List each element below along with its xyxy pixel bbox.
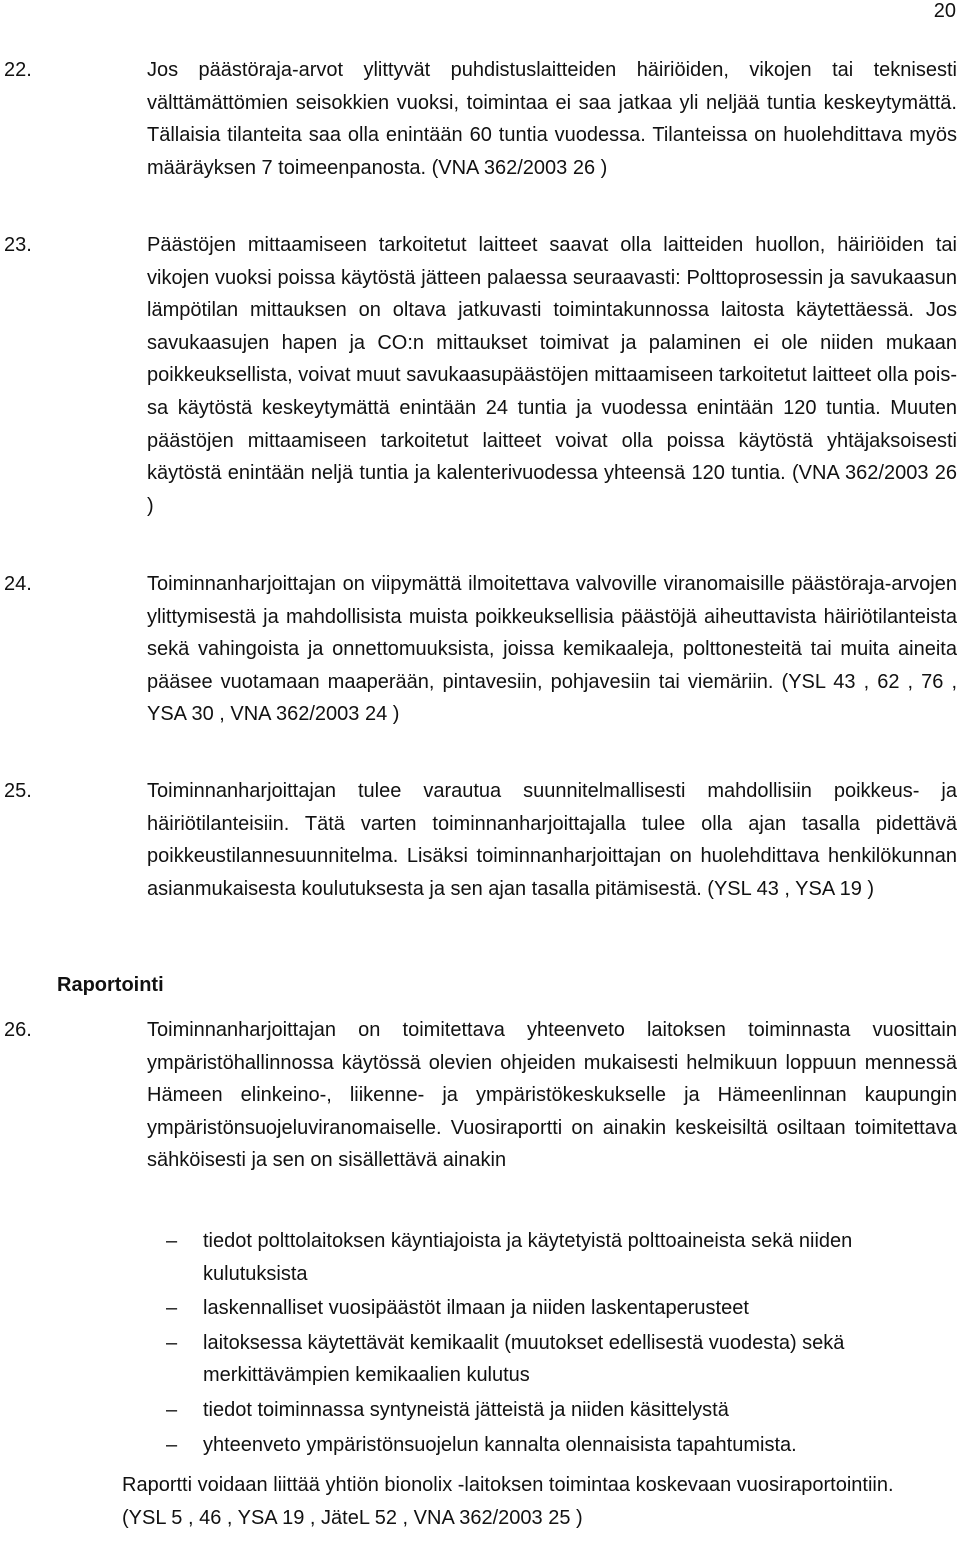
section-heading: Raportointi [57,974,164,996]
dash-bullet-icon: – [166,1398,178,1421]
closing-paragraph [122,1469,958,1534]
item-number: 24. [4,573,32,595]
bullet-item: – laitoksessa käytettävät kemikaalit (muutokset edellisestä vuodesta) sekä merkittävämpien kemikaalien kulutus [148,1327,958,1392]
item-text: Toiminnanharjoittajan on viipymättä ilmoitettava valvoville viranomaisille päästöraja-arvojen ylittymisestä ja mahdollisista muista poikkeuksellisia päästöjä aiheuttavista häiriötilanteista sekä vahingoista ja onnettomuuksista, joissa kemikaaleja, polttonesteitä tai muita aineita pääsee vuotamaan maaperään, pintavesiin, pohjavesiin tai viemäriin. (YSL 43 , 62 , 76 , YSA 30 , VNA 362/2003 24 ) [147,573,957,726]
list-item [4,1014,957,1177]
item-number: 23. [4,234,32,256]
dash-bullet-icon: – [166,1297,178,1320]
bullet-list [148,1225,958,1463]
page-number: 20 [933,0,956,22]
bullet-item: – tiedot toiminnassa syntyneistä jätteistä ja niiden käsittelystä [148,1394,958,1427]
closing-reference: (YSL 5 , 46 , YSA 19 , JäteL 52 , VNA 362/2003 25 ) [122,1506,583,1529]
list-item [4,775,957,905]
dash-bullet-icon: – [166,1433,178,1456]
list-item [4,229,957,522]
item-number: 26. [4,1019,32,1041]
bullet-item: – laskennalliset vuosipäästöt ilmaan ja niiden laskentaperusteet [148,1292,958,1325]
item-text: Jos päästöraja-arvot ylittyvät puhdistuslaitteiden häiriöiden, vikojen tai teknisesti välttämättömien seisokkien vuoksi, toimintaa ei saa jatkaa yli neljää tuntia keskeytymättä. Tällaisia tilanteita saa olla enintään 60 tuntia vuodessa. Tilanteissa on huolehdittava myös määräyksen 7 toimeenpanosta. (VNA 362/2003 26 ) [147,59,957,179]
closing-text: Raportti voidaan liittää yhtiön bionolix -laitoksen toimintaa koskevaan vuosiraportointiin. [122,1474,894,1496]
bullet-item: – tiedot polttolaitoksen käyntiajoista ja käytetyistä polttoaineista sekä niiden kulutuksista [148,1225,958,1290]
dash-bullet-icon: – [166,1230,178,1252]
item-text: Päästöjen mittaamiseen tarkoitetut laitteet saavat olla laitteiden huollon, häiriöiden tai vikojen vuoksi poissa käytöstä jätteen palaessa seuraavasti: Polttoprosessin ja savukaasun lämpötilan mittauksen on oltava jatkuvasti toimintakunnossa laitosta käytettäessä. Jos savukaasujen hapen ja CO:n mittaukset toimivat ja palaminen ei ole niiden mukaan poikkeuksellista, voivat muut savukaasupäästöjen mittaamiseen tarkoitetut laitteet olla poissa käytöstä keskeytymättä enintään 24 tuntia ja vuodessa enintään 120 tuntia. Muuten päästöjen mittaamiseen tarkoitetut laitteet voivat olla poissa käytöstä yhtäjaksoisesti käytöstä enintään neljä tuntia ja kalenterivuodessa yhteensä 120 tuntia. (VNA 362/2003 26 ) [147,234,957,517]
list-item [4,568,957,731]
bullet-item: – yhteenveto ympäristönsuojelun kannalta olennaisista tapahtumista. [148,1429,958,1462]
list-item [4,54,957,184]
item-number: 22. [4,59,32,81]
item-text: Toiminnanharjoittajan on toimitettava yhteenveto laitoksen toiminnasta vuosittain ympäristöhallinnossa käytössä olevien ohjeiden mukaisesti helmikuun loppuun mennessä Hämeen elinkeino-, liikenne- ja ympäristökeskukselle ja Hämeenlinnan kaupungin ympäristönsuojeluviranomaiselle. Vuosiraportti on ainakin keskeisiltä osiltaan toimitettava sähköisesti ja sen on sisällettävä ainakin [147,1019,957,1172]
item-number: 25. [4,780,32,802]
item-text: Toiminnanharjoittajan tulee varautua suunnitelmallisesti mahdollisiin poikkeus- ja häiriötilanteisiin. Tätä varten toiminnanharjoittajalla tulee olla ajan tasalla pidettävä poikkeustilannesuunnitelma. Lisäksi toiminnanharjoittajan on huolehdittava henkilökunnan asianmukaisesta koulutuksesta ja sen ajan tasalla pitämisestä. (YSL 43 , YSA 19 ) [147,780,957,900]
dash-bullet-icon: – [166,1331,178,1354]
